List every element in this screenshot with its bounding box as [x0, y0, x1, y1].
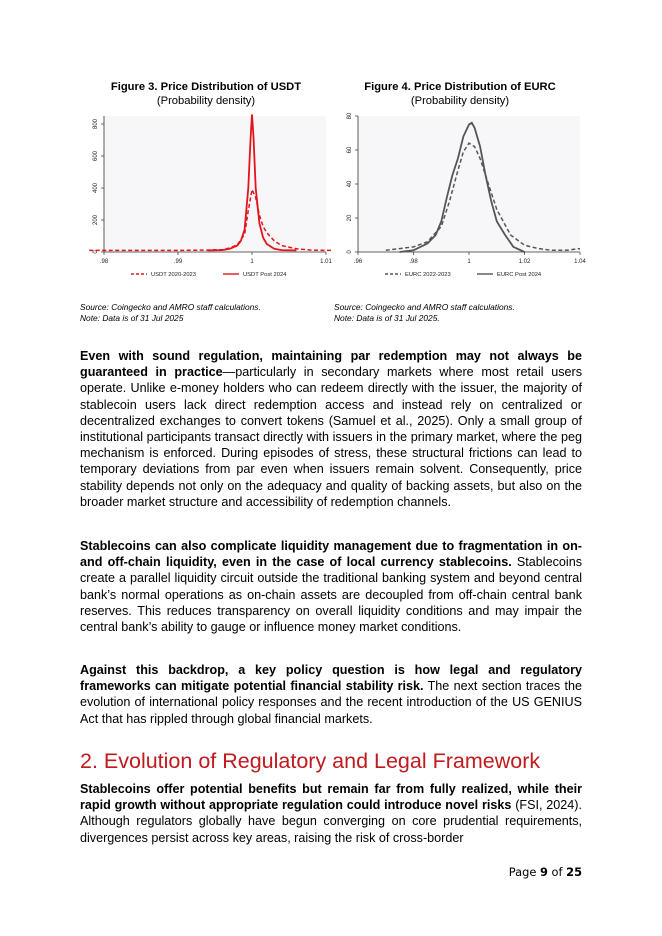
x-tick-label: 1.04 — [574, 259, 586, 265]
legend-label: USDT Post 2024 — [243, 272, 287, 278]
figure-4 — [334, 80, 586, 324]
paragraph-text: Stablecoins create a parallel liquidity circuit outside the traditional banking system and beyond central bank’s normal operations as on-chain assets are decoupled from off-chain central bank reserves. This reduces transparency on overall liquidity conditions and may impair the central bank’s ability to gauge or influence money market conditions. — [80, 555, 583, 635]
legend-label: USDT 2020-2023 — [151, 272, 197, 278]
x-tick-label: .98 — [99, 259, 109, 265]
body-paragraph-1 — [80, 348, 582, 510]
figure-source: Source: Coingecko and AMRO staff calculations. — [80, 302, 261, 312]
paragraph-lead: Stablecoins offer potential benefits but remain far from fully realized, while their rapid growth without appropriate regulation could introduce novel risks — [80, 782, 582, 813]
paragraph-text: The next section traces the evolution of international policy responses and the recent introduction of the US GENIUS Act that has rippled through global financial markets. — [80, 679, 582, 726]
legend-label: EURC 2022-2023 — [405, 272, 451, 278]
figure-subtitle: (Probability density) — [156, 95, 256, 107]
figure-title: Figure 3. Price Distribution of USDT — [110, 81, 302, 93]
y-tick-label: 0 — [93, 250, 99, 254]
page-label: Page — [508, 865, 537, 879]
total-pages: 25 — [566, 865, 582, 879]
figure-title: Figure 4. Price Distribution of EURC — [364, 81, 556, 93]
x-tick-label: 1 — [467, 259, 471, 265]
x-tick-label: .96 — [353, 259, 363, 265]
body-paragraph-3 — [80, 662, 582, 727]
paragraph-text: —particularly in secondary markets where most retail users operate. Unlike e-money holders who can redeem directly with the issuer, the majority of stablecoin users lack direct redemption access and instead rely on centralized or decentralized exchanges to convert tokens (Samuel et al., 2025). Only a small group of institutional participants transact directly with issuers in the primary market, where the peg mechanism is enforced. During episodes of stress, these structural frictions can lead to temporary deviations from par even when issuers remain solvent. Consequently, price stability depends not only on the adequacy and quality of backing assets, but also on the broader market structure and accessibility of redemption channels. — [80, 365, 582, 509]
body-paragraph-2 — [80, 538, 582, 635]
x-tick-label: 1.02 — [518, 259, 531, 265]
paragraph-text: (FSI, 2024). Although regulators globally have begun converging on core prudential requirements, divergences persist across key areas, raising the risk of cross-border — [80, 798, 582, 845]
x-tick-label: 1 — [250, 259, 254, 265]
figure-notes — [334, 302, 586, 324]
chart-eurc — [334, 112, 586, 288]
figure-3 — [80, 80, 332, 324]
y-tick-label: 20 — [347, 214, 353, 222]
y-tick-label: 0 — [347, 250, 353, 254]
chart-legend — [385, 272, 542, 278]
page-footer — [490, 865, 582, 879]
plot-area — [104, 116, 326, 252]
figure-note: Note: Data is of 31 Jul 2025 — [80, 313, 184, 323]
y-tick-label: 40 — [347, 180, 353, 188]
y-tick-label: 80 — [347, 112, 353, 120]
body-paragraph-4 — [80, 781, 582, 846]
chart-usdt — [80, 112, 332, 288]
of-label: of — [551, 865, 563, 879]
y-tick-label: 800 — [93, 118, 99, 130]
x-tick-label: .99 — [173, 259, 183, 265]
x-tick-label: 1.01 — [320, 259, 332, 265]
figure-subtitle: (Probability density) — [410, 95, 510, 107]
y-tick-label: 200 — [93, 214, 99, 226]
y-tick-label: 400 — [93, 182, 99, 194]
plot-area — [358, 116, 580, 252]
chart-legend — [131, 272, 287, 278]
page-number: 9 — [539, 865, 548, 879]
paragraph-lead: Against this backdrop, a key policy question is how legal and regulatory frameworks can mitigate potential financial stability risk. — [80, 663, 582, 694]
figure-note: Note: Data is of 31 Jul 2025. — [334, 313, 440, 323]
section-heading: 2. Evolution of Regulatory and Legal Framework — [80, 749, 541, 773]
y-tick-label: 600 — [93, 150, 99, 162]
legend-label: EURC Post 2024 — [497, 272, 542, 278]
figure-notes — [80, 302, 332, 324]
paragraph-lead: Even with sound regulation, maintaining par redemption may not always be guaranteed in practice — [80, 349, 582, 380]
figure-source: Source: Coingecko and AMRO staff calculations. — [334, 302, 515, 312]
x-tick-label: .98 — [409, 259, 418, 265]
paragraph-lead: Stablecoins can also complicate liquidity management due to fragmentation in on- and off-chain liquidity, even in the case of local currency stablecoins. — [80, 539, 582, 570]
y-tick-label: 60 — [347, 146, 353, 154]
